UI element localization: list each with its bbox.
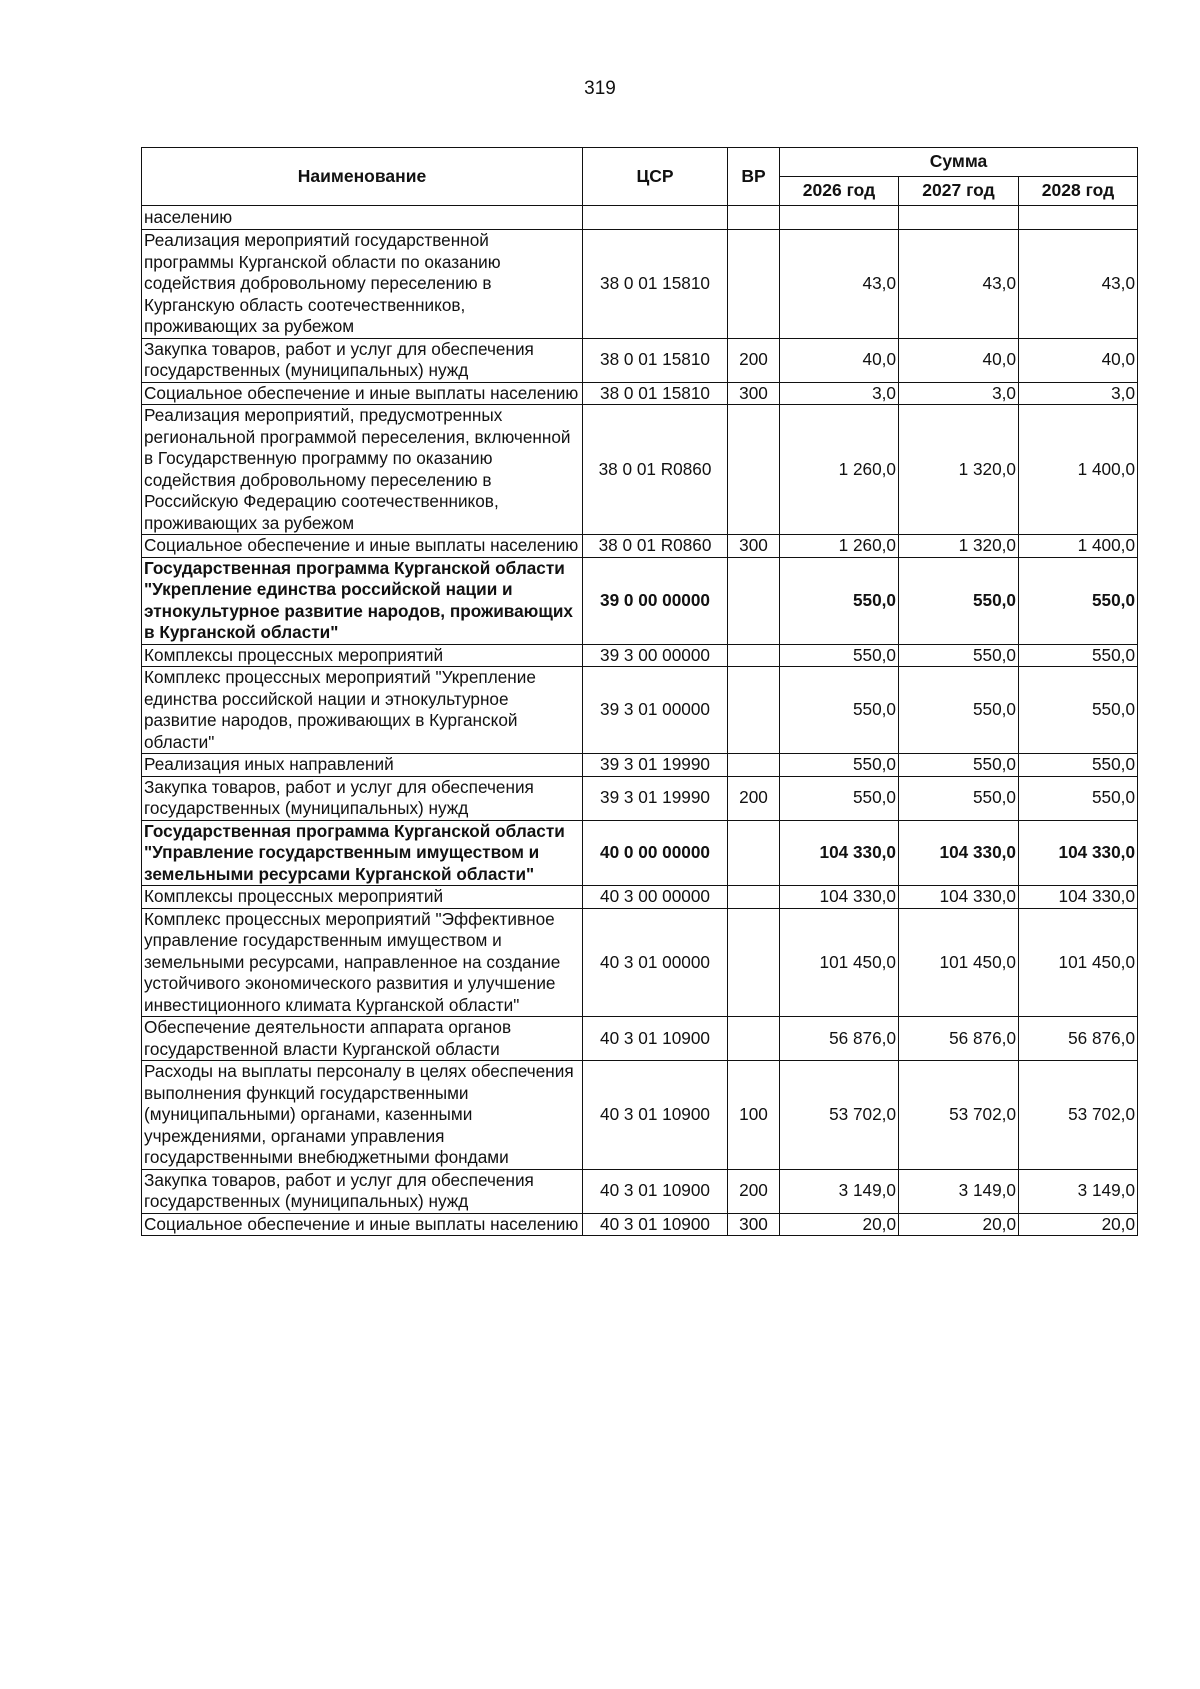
header-name: Наименование: [142, 148, 583, 206]
table-row: [142, 886, 1138, 909]
row-csr: 40 3 01 10900: [583, 1213, 728, 1236]
continuation-text: населению: [142, 206, 583, 230]
continuation-row: [142, 206, 1138, 230]
table-row: [142, 230, 1138, 339]
row-sum-2028: 550,0: [1019, 557, 1138, 644]
row-vr: 200: [728, 776, 780, 820]
row-sum-2026: 56 876,0: [780, 1017, 899, 1061]
row-sum-2027: 53 702,0: [899, 1061, 1019, 1170]
row-vr: 300: [728, 382, 780, 405]
row-csr: 38 0 01 15810: [583, 338, 728, 382]
row-name: Реализация иных направлений: [142, 754, 583, 777]
table-row: [142, 535, 1138, 558]
row-sum-2026: 40,0: [780, 338, 899, 382]
row-name: Обеспечение деятельности аппарата органов государственной власти Курганской области: [142, 1017, 583, 1061]
row-vr: 100: [728, 1061, 780, 1170]
page-number: 319: [584, 78, 616, 99]
row-sum-2027: 550,0: [899, 754, 1019, 777]
table-row: [142, 1213, 1138, 1236]
row-csr: 40 3 00 00000: [583, 886, 728, 909]
row-sum-2027: 20,0: [899, 1213, 1019, 1236]
row-sum-2028: 550,0: [1019, 667, 1138, 754]
row-sum-2028: 40,0: [1019, 338, 1138, 382]
row-vr: [728, 667, 780, 754]
row-vr: [728, 886, 780, 909]
row-sum-2028: 43,0: [1019, 230, 1138, 339]
row-sum-2028: 20,0: [1019, 1213, 1138, 1236]
row-sum-2026: 550,0: [780, 667, 899, 754]
table-row: [142, 1017, 1138, 1061]
row-csr: 39 0 00 00000: [583, 557, 728, 644]
row-sum-2026: 550,0: [780, 644, 899, 667]
row-sum-2028: 1 400,0: [1019, 535, 1138, 558]
row-sum-2026: 43,0: [780, 230, 899, 339]
row-sum-2027: 3 149,0: [899, 1169, 1019, 1213]
row-vr: [728, 754, 780, 777]
row-sum-2028: 104 330,0: [1019, 820, 1138, 886]
row-sum-2026: 53 702,0: [780, 1061, 899, 1170]
row-csr: 40 3 01 10900: [583, 1061, 728, 1170]
table-body: [142, 206, 1138, 1236]
row-vr: 200: [728, 338, 780, 382]
row-sum-2027: 101 450,0: [899, 908, 1019, 1017]
row-vr: [728, 557, 780, 644]
row-sum-2027: 104 330,0: [899, 886, 1019, 909]
row-sum-2028: 550,0: [1019, 644, 1138, 667]
header-year-2027: 2027 год: [899, 177, 1019, 206]
table-row: [142, 405, 1138, 535]
row-csr: 38 0 01 R0860: [583, 405, 728, 535]
row-csr: 39 3 00 00000: [583, 644, 728, 667]
row-sum-2027: 1 320,0: [899, 535, 1019, 558]
row-sum-2026: 101 450,0: [780, 908, 899, 1017]
row-vr: 300: [728, 535, 780, 558]
header-year-2026: 2026 год: [780, 177, 899, 206]
table-row: [142, 1169, 1138, 1213]
row-vr: [728, 908, 780, 1017]
budget-table: [141, 147, 1138, 1236]
row-sum-2027: 1 320,0: [899, 405, 1019, 535]
table-row: [142, 908, 1138, 1017]
table-row: [142, 338, 1138, 382]
row-name: Закупка товаров, работ и услуг для обеспечения государственных (муниципальных) нужд: [142, 776, 583, 820]
row-sum-2028: 3 149,0: [1019, 1169, 1138, 1213]
row-sum-2028: 56 876,0: [1019, 1017, 1138, 1061]
row-csr: 38 0 01 15810: [583, 382, 728, 405]
row-csr: 39 3 01 19990: [583, 776, 728, 820]
header-vr: ВР: [728, 148, 780, 206]
row-name: Реализация мероприятий, предусмотренных региональной программой переселения, включенной в Государственную программу по оказанию содействия добровольному переселению в Российскую Федерацию соотечественников, проживающих за рубежом: [142, 405, 583, 535]
row-name: Комплекс процессных мероприятий "Эффективное управление государственным имуществом и земельными ресурсами, направленное на создание устойчивого экономического развития и улучшение инвестиционного климата Курганской области": [142, 908, 583, 1017]
row-vr: [728, 644, 780, 667]
row-name: Социальное обеспечение и иные выплаты населению: [142, 1213, 583, 1236]
row-sum-2028: 53 702,0: [1019, 1061, 1138, 1170]
row-sum-2028: 550,0: [1019, 754, 1138, 777]
row-csr: 39 3 01 19990: [583, 754, 728, 777]
table-row: [142, 382, 1138, 405]
row-sum-2027: 43,0: [899, 230, 1019, 339]
row-sum-2026: 1 260,0: [780, 405, 899, 535]
row-sum-2026: 20,0: [780, 1213, 899, 1236]
row-sum-2027: 550,0: [899, 667, 1019, 754]
row-sum-2027: 56 876,0: [899, 1017, 1019, 1061]
row-sum-2027: 550,0: [899, 776, 1019, 820]
row-vr: 300: [728, 1213, 780, 1236]
row-sum-2028: 3,0: [1019, 382, 1138, 405]
row-sum-2026: 550,0: [780, 776, 899, 820]
row-csr: 40 0 00 00000: [583, 820, 728, 886]
row-sum-2026: 1 260,0: [780, 535, 899, 558]
table-row: [142, 644, 1138, 667]
row-name: Расходы на выплаты персоналу в целях обеспечения выполнения функций государственными (муниципальными) органами, казенными учреждениями, органами управления государственными внебюджетными фондами: [142, 1061, 583, 1170]
row-csr: 38 0 01 15810: [583, 230, 728, 339]
row-sum-2027: 104 330,0: [899, 820, 1019, 886]
row-csr: 40 3 01 00000: [583, 908, 728, 1017]
row-name: Государственная программа Курганской области "Укрепление единства российской нации и этнокультурное развитие народов, проживающих в Курганской области": [142, 557, 583, 644]
row-name: Закупка товаров, работ и услуг для обеспечения государственных (муниципальных) нужд: [142, 1169, 583, 1213]
table-row: [142, 776, 1138, 820]
table-row: [142, 820, 1138, 886]
header-csr: ЦСР: [583, 148, 728, 206]
row-name: Социальное обеспечение и иные выплаты населению: [142, 382, 583, 405]
row-sum-2026: 104 330,0: [780, 886, 899, 909]
row-vr: [728, 230, 780, 339]
row-sum-2028: 550,0: [1019, 776, 1138, 820]
row-vr: [728, 820, 780, 886]
table-row: [142, 1061, 1138, 1170]
row-name: Социальное обеспечение и иные выплаты населению: [142, 535, 583, 558]
row-vr: [728, 1017, 780, 1061]
table-row: [142, 667, 1138, 754]
row-vr: [728, 405, 780, 535]
row-sum-2026: 3,0: [780, 382, 899, 405]
table-row: [142, 557, 1138, 644]
row-sum-2026: 3 149,0: [780, 1169, 899, 1213]
table-row: [142, 754, 1138, 777]
row-csr: 38 0 01 R0860: [583, 535, 728, 558]
row-vr: 200: [728, 1169, 780, 1213]
row-sum-2026: 104 330,0: [780, 820, 899, 886]
row-csr: 40 3 01 10900: [583, 1169, 728, 1213]
row-sum-2026: 550,0: [780, 754, 899, 777]
row-name: Комплексы процессных мероприятий: [142, 886, 583, 909]
row-sum-2028: 1 400,0: [1019, 405, 1138, 535]
row-sum-2028: 101 450,0: [1019, 908, 1138, 1017]
row-sum-2026: 550,0: [780, 557, 899, 644]
row-sum-2027: 40,0: [899, 338, 1019, 382]
row-name: Государственная программа Курганской области "Управление государственным имуществом и земельными ресурсами Курганской области": [142, 820, 583, 886]
row-sum-2027: 550,0: [899, 557, 1019, 644]
row-sum-2028: 104 330,0: [1019, 886, 1138, 909]
row-csr: 39 3 01 00000: [583, 667, 728, 754]
row-sum-2027: 550,0: [899, 644, 1019, 667]
row-name: Закупка товаров, работ и услуг для обеспечения государственных (муниципальных) нужд: [142, 338, 583, 382]
header-sum: Сумма: [780, 148, 1138, 177]
row-name: Комплекс процессных мероприятий "Укрепление единства российской нации и этнокультурное развитие народов, проживающих в Курганской области": [142, 667, 583, 754]
row-name: Комплексы процессных мероприятий: [142, 644, 583, 667]
header-year-2028: 2028 год: [1019, 177, 1138, 206]
row-sum-2027: 3,0: [899, 382, 1019, 405]
row-name: Реализация мероприятий государственной программы Курганской области по оказанию содействия добровольному переселению в Курганскую область соотечественников, проживающих за рубежом: [142, 230, 583, 339]
row-csr: 40 3 01 10900: [583, 1017, 728, 1061]
